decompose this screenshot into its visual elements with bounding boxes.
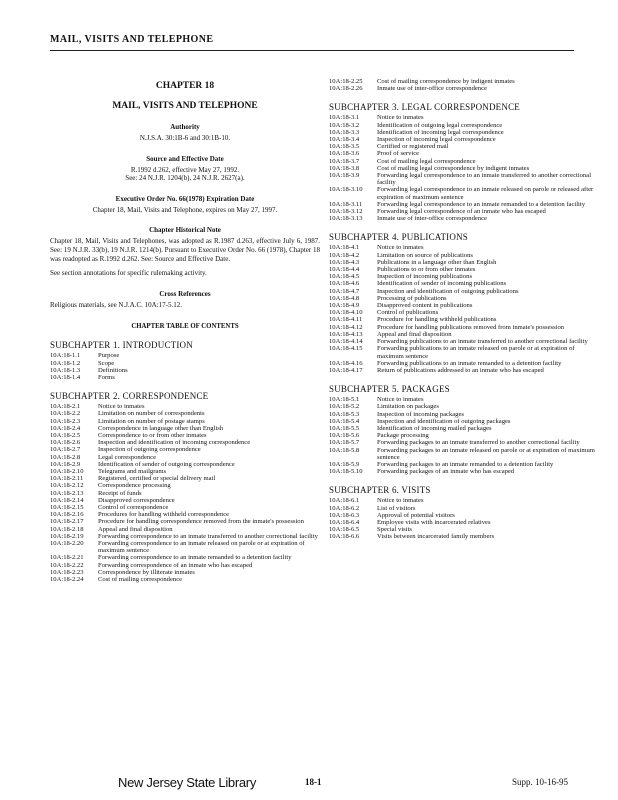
section-title: Correspondence by illiterate inmates bbox=[98, 568, 195, 576]
toc-entry bbox=[50, 461, 320, 468]
section-number: 10A:18-2.14 bbox=[50, 496, 84, 504]
section-number: 10A:18-4.11 bbox=[329, 316, 363, 324]
section-title: Control of correspondence bbox=[98, 504, 169, 511]
section-number: 10A:18-4.16 bbox=[329, 359, 363, 367]
toc-entry bbox=[50, 439, 320, 446]
section-title: Cost of mailing correspondence bbox=[98, 576, 183, 584]
section-title: Processing of publications bbox=[377, 294, 447, 302]
section-number: 10A:18-3.2 bbox=[329, 121, 360, 129]
section-title: Definitions bbox=[98, 366, 128, 374]
section-title: Purpose bbox=[98, 352, 120, 360]
right-column bbox=[329, 78, 599, 541]
section-title: Disapproved correspondence bbox=[98, 496, 175, 504]
section-number: 10A:18-4.15 bbox=[329, 345, 363, 353]
section-number: 10A:18-2.9 bbox=[50, 460, 81, 468]
toc-entry bbox=[329, 244, 599, 251]
section-number: 10A:18-3.1 bbox=[329, 114, 360, 122]
toc-entry bbox=[50, 446, 320, 453]
toc-entry bbox=[329, 360, 599, 367]
section-title: Correspondence to or from other inmates bbox=[98, 431, 207, 439]
section-title: Limitation on number of correspondents bbox=[98, 410, 205, 418]
section-title: Inmate use of inter-office correspondence bbox=[377, 215, 487, 223]
section-title: Cost of mailing legal correspondence bbox=[377, 157, 476, 165]
toc-entry bbox=[50, 468, 320, 475]
section-title: Inspection and identification of outgoing packages bbox=[377, 417, 511, 425]
toc-entry bbox=[329, 273, 599, 280]
section-title: Forwarding legal correspondence of an inmate who has escaped bbox=[377, 208, 546, 216]
toc-entry bbox=[329, 85, 599, 92]
section-number: 10A:18-2.5 bbox=[50, 431, 81, 439]
section-number: 10A:18-5.4 bbox=[329, 417, 360, 425]
toc-entry bbox=[329, 129, 599, 136]
toc-entry bbox=[329, 114, 599, 121]
subchapter-3-list bbox=[329, 114, 599, 222]
chapter-title: MAIL, VISITS AND TELEPHONE bbox=[112, 101, 258, 111]
section-number: 10A:18-6.4 bbox=[329, 518, 360, 526]
section-number: 10A:18-3.13 bbox=[329, 215, 363, 223]
toc-entry bbox=[329, 403, 599, 410]
section-annotations-note: See section annotations for specific rulemaking activity. bbox=[50, 269, 207, 278]
section-number: 10A:18-2.26 bbox=[329, 85, 363, 93]
section-number: 10A:18-4.13 bbox=[329, 330, 363, 338]
section-number: 10A:18-2.6 bbox=[50, 439, 81, 447]
toc-entry bbox=[329, 505, 599, 512]
section-number: 10A:18-4.14 bbox=[329, 338, 363, 346]
section-title: Notice to inmates bbox=[377, 114, 424, 122]
toc-entry bbox=[329, 338, 599, 345]
section-title: Telegrams and mailgrams bbox=[98, 467, 167, 475]
toc-entry bbox=[329, 418, 599, 425]
section-number: 10A:18-2.12 bbox=[50, 482, 84, 490]
toc-entry bbox=[329, 78, 599, 85]
section-number: 10A:18-2.1 bbox=[50, 403, 81, 411]
section-number: 10A:18-4.6 bbox=[329, 280, 360, 288]
toc-entry bbox=[329, 447, 599, 461]
toc-entry bbox=[50, 352, 320, 359]
toc-entry bbox=[50, 482, 320, 489]
section-title: Legal correspondence bbox=[98, 453, 157, 461]
section-title: Forwarding packages to an inmate transferred to another correctional facility bbox=[377, 439, 580, 447]
section-title: Inspection and identification of incoming correspondence bbox=[98, 439, 251, 447]
section-number: 10A:18-2.16 bbox=[50, 511, 84, 519]
section-number: 10A:18-5.2 bbox=[329, 403, 360, 411]
section-number: 10A:18-2.17 bbox=[50, 518, 84, 526]
section-title: Forwarding packages to an inmate remanded to a detention facility bbox=[377, 460, 554, 468]
section-number: 10A:18-2.23 bbox=[50, 568, 84, 576]
section-title: Return of publications addressed to an inmate who has escaped bbox=[377, 366, 544, 374]
section-title: Scope bbox=[98, 359, 115, 367]
section-number: 10A:18-2.11 bbox=[50, 475, 84, 483]
section-title: Limitation on number of postage stamps bbox=[98, 417, 205, 425]
historical-note-text: Chapter 18, Mail, Visits and Telephones, was adopted as R.1987 d.263, effective July 6, 1987. See: 19 N.J.R. 33(b), 19 N.J.R. 1214(b). Pursuant to Executive Order No. 66 (1978), Chapter 18 was readopted as R.1992 d.262. See: Source and Effective Date. bbox=[50, 237, 320, 263]
subchapter-heading: SUBCHAPTER 6. VISITS bbox=[329, 485, 431, 496]
section-number: 10A:18-6.1 bbox=[329, 497, 360, 505]
section-number: 10A:18-2.25 bbox=[329, 78, 363, 85]
toc-entry bbox=[329, 519, 599, 526]
section-number: 10A:18-2.4 bbox=[50, 424, 81, 432]
toc-entry bbox=[50, 454, 320, 461]
subchapter-1-list bbox=[50, 352, 320, 381]
executive-order-text: Chapter 18, Mail, Visits and Telephone, expires on May 27, 1997. bbox=[92, 205, 278, 214]
section-title: Notice to inmates bbox=[377, 244, 424, 252]
toc-entry bbox=[50, 526, 320, 533]
toc-entry bbox=[329, 295, 599, 302]
section-number: 10A:18-5.10 bbox=[329, 468, 363, 476]
section-number: 10A:18-5.9 bbox=[329, 460, 360, 468]
section-title: Approval of potential visitors bbox=[377, 511, 455, 519]
subchapter-heading: SUBCHAPTER 1. INTRODUCTION bbox=[50, 340, 193, 351]
toc-entry bbox=[329, 533, 599, 540]
toc-entry bbox=[329, 367, 599, 374]
toc-entry bbox=[329, 302, 599, 309]
page-number: 18-1 bbox=[305, 777, 322, 787]
subchapter-2-list bbox=[50, 403, 320, 583]
section-number: 10A:18-3.4 bbox=[329, 136, 360, 144]
section-number: 10A:18-4.2 bbox=[329, 251, 360, 259]
toc-entry bbox=[329, 158, 599, 165]
section-number: 10A:18-2.2 bbox=[50, 410, 81, 418]
section-title: Identification of incoming legal correspondence bbox=[377, 128, 504, 136]
section-number: 10A:18-2.21 bbox=[50, 554, 84, 562]
section-number: 10A:18-3.3 bbox=[329, 128, 360, 136]
section-title: Procedure for handling correspondence removed from the inmate's possession bbox=[98, 518, 304, 526]
section-number: 10A:18-4.1 bbox=[329, 244, 360, 252]
section-title: Cost of mailing legal correspondence by indigent inmates bbox=[377, 164, 530, 172]
toc-entry bbox=[329, 150, 599, 157]
section-number: 10A:18-2.7 bbox=[50, 446, 81, 454]
toc-entry bbox=[329, 288, 599, 295]
subchapter-5-list bbox=[329, 396, 599, 475]
section-number: 10A:18-4.9 bbox=[329, 302, 360, 310]
section-title: Publications in a language other than English bbox=[377, 258, 497, 266]
toc-entry bbox=[50, 518, 320, 525]
section-number: 10A:18-2.20 bbox=[50, 540, 84, 548]
toc-entry bbox=[50, 403, 320, 410]
toc-entry bbox=[329, 461, 599, 468]
section-number: 10A:18-2.15 bbox=[50, 504, 84, 511]
section-number: 10A:18-6.3 bbox=[329, 511, 360, 519]
section-title: Procedure for handling withheld publications bbox=[377, 316, 497, 324]
section-title: Forwarding legal correspondence to an inmate released on parole or released after expiration of maximum sentence bbox=[377, 186, 594, 201]
section-number: 10A:18-4.8 bbox=[329, 294, 360, 302]
toc-entry bbox=[329, 411, 599, 418]
subchapter-heading: SUBCHAPTER 3. LEGAL CORRESPONDENCE bbox=[329, 102, 520, 113]
toc-entry bbox=[329, 468, 599, 475]
section-title: Forwarding correspondence to an inmate transferred to another correctional facility bbox=[98, 532, 318, 540]
subchapter-2-continued-list bbox=[329, 78, 599, 92]
toc-entry bbox=[329, 309, 599, 316]
toc-entry bbox=[329, 280, 599, 287]
section-title: Inspection of incoming publications bbox=[377, 273, 473, 281]
section-title: Forwarding legal correspondence to an inmate transferred to another correctional facility bbox=[377, 172, 592, 187]
toc-entry bbox=[329, 172, 599, 186]
section-number: 10A:18-5.6 bbox=[329, 432, 360, 440]
toc-entry bbox=[329, 432, 599, 439]
table-of-contents-heading: CHAPTER TABLE OF CONTENTS bbox=[131, 323, 239, 331]
section-number: 10A:18-1.1 bbox=[50, 352, 81, 360]
section-title: Forwarding correspondence to an inmate remanded to a detention facility bbox=[98, 554, 292, 562]
section-number: 10A:18-4.3 bbox=[329, 258, 360, 266]
section-number: 10A:18-2.18 bbox=[50, 525, 84, 533]
section-title: List of visitors bbox=[377, 504, 416, 512]
running-head: MAIL, VISITS AND TELEPHONE bbox=[50, 34, 574, 51]
section-title: Control of publications bbox=[377, 309, 439, 317]
section-number: 10A:18-3.11 bbox=[329, 200, 363, 208]
section-number: 10A:18-2.24 bbox=[50, 576, 84, 584]
toc-entry bbox=[50, 511, 320, 518]
toc-entry bbox=[329, 266, 599, 273]
subchapter-heading: SUBCHAPTER 4. PUBLICATIONS bbox=[329, 232, 468, 243]
section-title: Disapproved content in publications bbox=[377, 302, 473, 310]
section-title: Procedures for handling withheld correspondence bbox=[98, 511, 230, 519]
section-number: 10A:18-2.13 bbox=[50, 489, 84, 497]
toc-entry bbox=[329, 425, 599, 432]
left-column bbox=[50, 78, 320, 583]
toc-entry bbox=[50, 554, 320, 561]
section-title: Notice to inmates bbox=[377, 396, 424, 404]
toc-entry bbox=[329, 122, 599, 129]
toc-entry bbox=[329, 259, 599, 266]
toc-entry bbox=[50, 374, 320, 381]
section-number: 10A:18-3.10 bbox=[329, 186, 363, 194]
section-title: Receipt of funds bbox=[98, 489, 142, 497]
toc-entry bbox=[329, 201, 599, 208]
source-line-2: See: 24 N.J.R. 1204(b), 24 N.J.R. 2627(a). bbox=[125, 174, 245, 183]
section-title: Cost of mailing correspondence by indigent inmates bbox=[377, 78, 515, 85]
section-title: Forwarding correspondence to an inmate released on parole or at expiration of maximum sentence bbox=[98, 540, 305, 555]
supplement-date: Supp. 10-16-95 bbox=[512, 777, 568, 787]
source-heading: Source and Effective Date bbox=[146, 154, 224, 163]
section-number: 10A:18-3.12 bbox=[329, 208, 363, 216]
section-title: Forwarding packages to an inmate released on parole or at expiration of maximum sentence bbox=[377, 446, 595, 461]
toc-entry bbox=[329, 497, 599, 504]
section-number: 10A:18-2.8 bbox=[50, 453, 81, 461]
section-number: 10A:18-3.5 bbox=[329, 143, 360, 151]
toc-entry bbox=[50, 367, 320, 374]
section-title: Inspection of incoming legal correspondence bbox=[377, 136, 496, 144]
section-title: Employee visits with incarcerated relatives bbox=[377, 518, 491, 526]
section-number: 10A:18-3.9 bbox=[329, 172, 360, 180]
section-title: Forwarding packages of an inmate who has escaped bbox=[377, 468, 515, 476]
toc-entry bbox=[329, 512, 599, 519]
subchapter-4-list bbox=[329, 244, 599, 374]
section-title: Visits between incarcerated family members bbox=[377, 533, 495, 541]
section-number: 10A:18-3.6 bbox=[329, 150, 360, 158]
subchapter-6-list bbox=[329, 497, 599, 540]
toc-entry bbox=[50, 475, 320, 482]
toc-entry bbox=[329, 186, 599, 200]
authority-heading: Authority bbox=[170, 123, 200, 131]
section-title: Identification of sender of incoming publications bbox=[377, 280, 507, 288]
section-title: Registered, certified or special delivery mail bbox=[98, 475, 216, 483]
section-number: 10A:18-5.7 bbox=[329, 439, 360, 447]
section-title: Limitation on source of publications bbox=[377, 251, 473, 259]
section-number: 10A:18-2.10 bbox=[50, 467, 84, 475]
toc-entry bbox=[329, 396, 599, 403]
toc-entry bbox=[329, 331, 599, 338]
historical-note-heading: Chapter Historical Note bbox=[149, 226, 221, 235]
cross-references-heading: Cross References bbox=[159, 289, 211, 298]
section-number: 10A:18-2.3 bbox=[50, 417, 81, 425]
cross-references-text: Religious materials, see N.J.A.C. 10A:17-5.12. bbox=[50, 300, 183, 309]
section-title: Forwarding legal correspondence to an inmate remanded to a detention facility bbox=[377, 200, 585, 208]
section-title: Appeal and final disposition bbox=[377, 330, 452, 338]
executive-order-heading: Executive Order No. 66(1978) Expiration Date bbox=[115, 194, 255, 203]
section-title: Forwarding correspondence of an inmate who has escaped bbox=[98, 561, 253, 569]
toc-entry bbox=[329, 439, 599, 446]
section-number: 10A:18-5.1 bbox=[329, 396, 360, 404]
section-number: 10A:18-1.4 bbox=[50, 373, 81, 381]
section-number: 10A:18-3.7 bbox=[329, 157, 360, 165]
toc-entry bbox=[50, 576, 320, 583]
toc-entry bbox=[50, 540, 320, 554]
section-number: 10A:18-6.2 bbox=[329, 504, 360, 512]
subchapter-heading: SUBCHAPTER 5. PACKAGES bbox=[329, 384, 450, 395]
section-number: 10A:18-4.5 bbox=[329, 273, 360, 281]
toc-entry bbox=[50, 497, 320, 504]
toc-entry bbox=[329, 324, 599, 331]
toc-entry bbox=[50, 425, 320, 432]
toc-entry bbox=[50, 418, 320, 425]
section-title: Correspondence in language other than English bbox=[98, 424, 224, 432]
section-number: 10A:18-4.10 bbox=[329, 309, 363, 317]
section-number: 10A:18-2.22 bbox=[50, 561, 84, 569]
toc-entry bbox=[329, 143, 599, 150]
toc-entry bbox=[329, 165, 599, 172]
section-title: Procedure for handling publications removed from inmate's possession bbox=[377, 323, 565, 331]
toc-entry bbox=[329, 252, 599, 259]
toc-entry bbox=[50, 533, 320, 540]
section-title: Notice to inmates bbox=[98, 403, 145, 411]
section-number: 10A:18-1.2 bbox=[50, 359, 81, 367]
toc-entry bbox=[50, 562, 320, 569]
section-title: Proof of service bbox=[377, 150, 420, 158]
toc-entry bbox=[50, 410, 320, 417]
section-title: Inspection and identification of outgoing publications bbox=[377, 287, 519, 295]
section-title: Forwarding publications to an inmate released on parole or at expiration of maximum sentence bbox=[377, 345, 575, 360]
section-title: Identification of outgoing legal correspondence bbox=[377, 121, 503, 129]
section-title: Correspondence processing bbox=[98, 482, 171, 490]
section-title: Appeal and final disposition bbox=[98, 525, 173, 533]
section-title: Inspection of outgoing correspondence bbox=[98, 446, 201, 454]
toc-entry bbox=[329, 316, 599, 323]
toc-entry bbox=[329, 215, 599, 222]
section-title: Special visits bbox=[377, 526, 412, 534]
library-watermark: New Jersey State Library bbox=[118, 775, 257, 790]
source-line-1: R.1992 d.262, effective May 27, 1992. bbox=[130, 165, 240, 174]
section-title: Identification of incoming mailed packages bbox=[377, 424, 492, 432]
section-number: 10A:18-6.5 bbox=[329, 526, 360, 534]
toc-entry bbox=[329, 345, 599, 359]
section-number: 10A:18-5.5 bbox=[329, 424, 360, 432]
section-title: Forms bbox=[98, 373, 115, 381]
section-number: 10A:18-4.4 bbox=[329, 266, 360, 274]
section-number: 10A:18-3.8 bbox=[329, 164, 360, 172]
section-title: Package processing bbox=[377, 432, 429, 440]
section-title: Forwarding publications to an inmate remanded to a detention facility bbox=[377, 359, 562, 367]
section-number: 10A:18-5.8 bbox=[329, 446, 360, 454]
section-number: 10A:18-4.17 bbox=[329, 366, 363, 374]
section-title: Forwarding publications to an inmate transferred to another correctional facility bbox=[377, 338, 588, 346]
toc-entry bbox=[50, 432, 320, 439]
subchapter-heading: SUBCHAPTER 2. CORRESPONDENCE bbox=[50, 391, 209, 402]
toc-entry bbox=[329, 208, 599, 215]
section-title: Inmate use of inter-office correspondence bbox=[377, 85, 487, 93]
section-number: 10A:18-4.7 bbox=[329, 287, 360, 295]
page-footer bbox=[50, 775, 574, 791]
section-title: Publications to or from other inmates bbox=[377, 266, 476, 274]
authority-text: N.J.S.A. 30:1B-6 and 30:1B-10. bbox=[139, 134, 231, 142]
section-title: Limitation on packages bbox=[377, 403, 439, 411]
section-number: 10A:18-2.19 bbox=[50, 532, 84, 540]
section-title: Inspection of incoming packages bbox=[377, 410, 464, 418]
section-number: 10A:18-1.3 bbox=[50, 366, 81, 374]
toc-entry bbox=[50, 569, 320, 576]
section-title: Certified or registered mail bbox=[377, 143, 449, 151]
chapter-number: CHAPTER 18 bbox=[155, 81, 215, 91]
section-title: Notice to inmates bbox=[377, 497, 424, 505]
toc-entry bbox=[50, 504, 320, 511]
toc-entry bbox=[50, 360, 320, 367]
toc-entry bbox=[329, 136, 599, 143]
section-number: 10A:18-4.12 bbox=[329, 323, 363, 331]
toc-entry bbox=[50, 490, 320, 497]
section-title: Identification of sender of outgoing correspondence bbox=[98, 460, 235, 468]
section-number: 10A:18-5.3 bbox=[329, 410, 360, 418]
section-number: 10A:18-6.6 bbox=[329, 533, 360, 541]
toc-entry bbox=[329, 526, 599, 533]
